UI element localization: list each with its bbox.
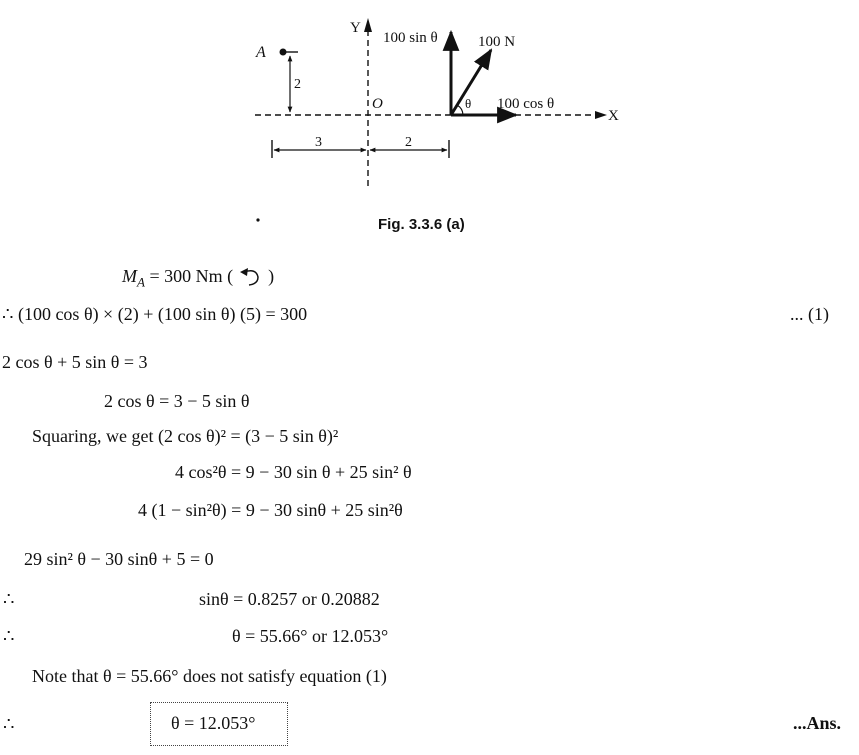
note-text: Note that θ = 55.66° does not satisfy equation (1) — [32, 666, 387, 686]
dim-right-label: 2 — [405, 135, 412, 150]
y-axis-arrowhead — [364, 18, 372, 32]
label-x: X — [608, 108, 619, 124]
moment-close: ) — [268, 266, 275, 286]
moment-symbol: M — [122, 266, 137, 286]
angle-label: θ — [465, 96, 472, 111]
therefore-symbol-2: ∴ — [3, 626, 15, 646]
label-o: O — [372, 96, 383, 112]
label-a: A — [256, 44, 266, 61]
equation-8: sinθ = 0.8257 or 0.20882 — [199, 589, 380, 609]
therefore-symbol-3: ∴ — [3, 714, 15, 734]
dim-left-label: 3 — [315, 135, 322, 150]
x-axis-arrowhead — [595, 111, 607, 119]
moment-subscript: A — [137, 274, 145, 290]
figure-caption: Fig. 3.3.6 (a) — [378, 216, 465, 233]
dim-vertical-label: 2 — [294, 77, 301, 92]
force-diagram — [0, 0, 859, 240]
equation-4: Squaring, we get (2 cos θ)² = (3 − 5 sin θ)² — [32, 426, 339, 446]
equation-6: 4 (1 − sin²θ) = 9 − 30 sinθ + 25 sin²θ — [138, 500, 403, 520]
equation-2: 2 cos θ + 5 sin θ = 3 — [2, 352, 148, 372]
counterclockwise-arrow-icon — [238, 266, 264, 286]
equation-7: 29 sin² θ − 30 sinθ + 5 = 0 — [24, 549, 214, 569]
force-total-label: 100 N — [478, 34, 516, 50]
answer-tag: ...Ans. — [793, 713, 842, 733]
label-y: Y — [350, 20, 361, 36]
moment-equation — [122, 266, 274, 293]
equation-1-tag: ... (1) — [790, 304, 829, 324]
force-horizontal-label: 100 cos θ — [497, 96, 555, 112]
equation-5: 4 cos²θ = 9 − 30 sin θ + 25 sin² θ — [175, 462, 412, 482]
equation-3: 2 cos θ = 3 − 5 sin θ — [104, 391, 250, 411]
equation-1: ∴ (100 cos θ) × (2) + (100 sin θ) (5) = 300 — [2, 304, 308, 324]
equation-9: θ = 55.66° or 12.053° — [232, 626, 389, 646]
therefore-symbol-1: ∴ — [3, 589, 15, 609]
moment-value: = 300 Nm ( — [149, 266, 234, 286]
force-vertical-label: 100 sin θ — [383, 30, 438, 46]
answer-text: θ = 12.053° — [171, 713, 256, 733]
